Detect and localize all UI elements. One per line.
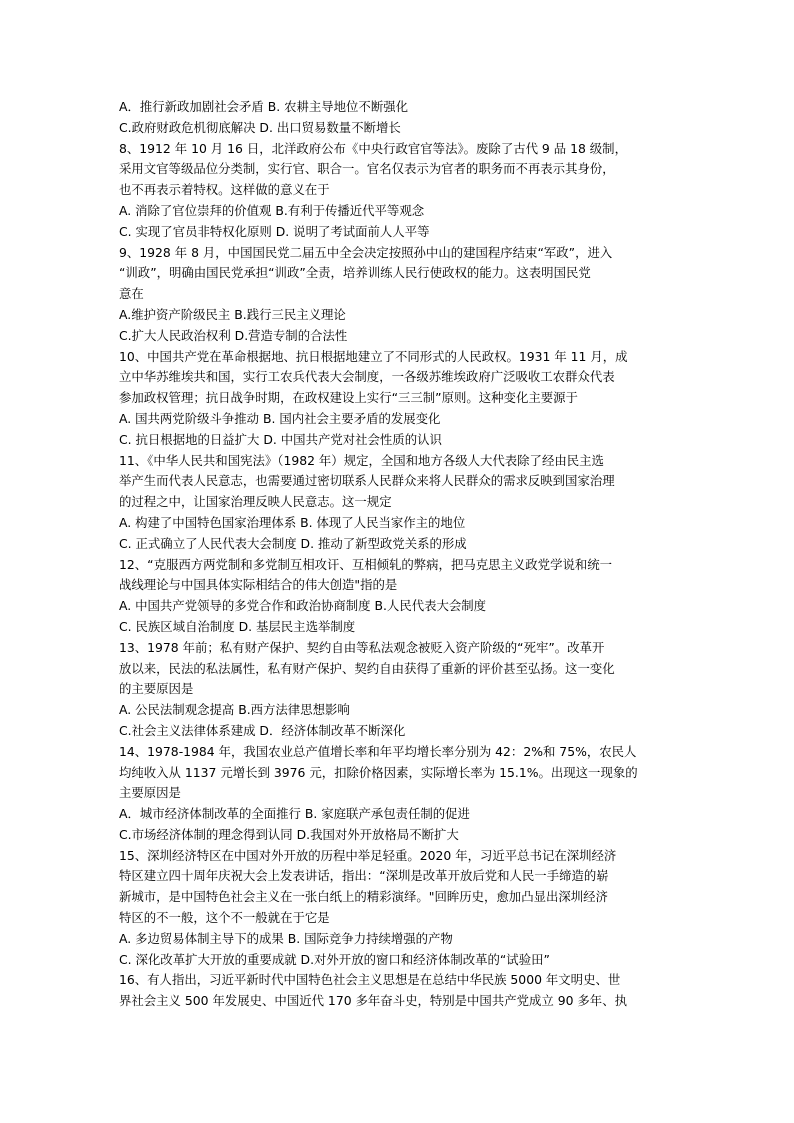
document-page — [119, 97, 679, 1012]
text-line: 新城市，是中国特色社会主义在一张白纸上的精彩演绎。"回眸历史，愈加凸显出深圳经济 — [119, 889, 608, 905]
text-line: 采用文官等级品位分类制，实行官、职合一。官名仅表示为官者的职务而不再表示其身份， — [119, 161, 615, 177]
text-line: A. 国共两党阶级斗争推动 B. 国内社会主要矛盾的发展变化 — [119, 410, 441, 426]
text-line: A.维护资产阶级民主 B.践行三民主义理论 — [119, 306, 346, 322]
text-line: 举产生而代表人民意志，也需要通过密切联系人民群众来将人民群众的需求反映到国家治理 — [119, 473, 615, 489]
text-line: C. 正式确立了人民代表大会制度 D. 推动了新型政党关系的形成 — [119, 535, 467, 551]
text-line: 8、1912 年 10 月 16 日，北洋政府公布《中央行政官官等法》。废除了古代 9 品 18 级制， — [119, 140, 627, 156]
text-line: A. 多边贸易体制主导下的成果 B. 国际竞争力持续增强的产物 — [119, 930, 453, 946]
text-line: 的过程之中，让国家治理反映人民意志。这一规定 — [119, 494, 392, 510]
text-line: 立中华苏维埃共和国，实行工农兵代表大会制度，一各级苏维埃政府广泛吸收工农群众代表 — [119, 369, 615, 385]
text-line: A. 消除了官位崇拜的价值观 B.有利于传播近代平等观念 — [119, 202, 425, 218]
text-line: A．推行新政加剧社会矛盾 B. 农耕主导地位不断强化 — [119, 99, 408, 114]
text-line: A．城市经济体制改革的全面推行 B. 家庭联产承包责任制的促进 — [119, 806, 470, 822]
text-line: C.扩大人民政治权利 D.营造专制的合法性 — [119, 327, 348, 343]
text-line: 13、1978 年前；私有财产保护、契约自由等私法观念被贬入资产阶级的“死牢”。改革开 — [119, 639, 605, 655]
text-line: 战线理论与中国具体实际相结合的伟大创造"指的是 — [119, 577, 398, 593]
text-line: 界社会主义 500 年发展史、中国近代 170 多年奋斗史，特别是中国共产党成立 90 多年、执 — [119, 993, 627, 1009]
text-line: 15、深圳经济特区在中国对外开放的历程中举足轻重。2020 年，习近平总书记在深圳经济 — [119, 847, 617, 863]
text-line: C.市场经济体制的理念得到认同 D.我国对外开放格局不断扩大 — [119, 826, 459, 842]
text-line: A. 构建了中国特色国家治理体系 B. 体现了人民当家作主的地位 — [119, 514, 466, 530]
text-line: 主要原因是 — [119, 785, 181, 801]
text-line: C. 民族区域自治制度 D. 基层民主选举制度 — [119, 618, 356, 634]
text-line: 放以来，民法的私法属性，私有财产保护、契约自由获得了重新的评价甚至弘扬。这一变化 — [119, 660, 615, 676]
text-line: C. 抗日根据地的日益扩大 D. 中国共产党对社会性质的认识 — [119, 431, 442, 447]
text-line: 11、《中华人民共和国宪法》（1982 年）规定，全国和地方各级人大代表除了经由民主选 — [119, 452, 604, 468]
text-line: 12、“克服西方两党制和多党制互相攻讦、互相倾轧的弊病，把马克思主义政党学说和统一 — [119, 556, 613, 572]
text-line: C. 深化改革扩大开放的重要成就 D.对外开放的窗口和经济体制改革的“试验田” — [119, 951, 550, 967]
text-line: 参加政权管理；抗日战争时期，在政权建设上实行“三三制”原则。这种变化主要源于 — [119, 390, 578, 406]
text-line: 的主要原因是 — [119, 681, 194, 697]
text-line: 16、有人指出，习近平新时代中国特色社会主义思想是在总结中华民族 5000 年文明史、世 — [119, 972, 621, 988]
text-line: 特区的不一般，这个不一般就在于它是 — [119, 910, 330, 926]
text-line: 特区建立四十周年庆祝大会上发表讲话，指出：“深圳是改革开放后党和人民一手缔造的崭 — [119, 868, 609, 884]
text-line: C. 实现了官员非特权化原则 D. 说明了考试面前人人平等 — [119, 223, 430, 239]
text-line: 10、中国共产党在革命根据地、抗日根据地建立了不同形式的人民政权。1931 年 11 月，成 — [119, 348, 628, 364]
text-line: C.社会主义法律体系建成 D．经济体制改革不断深化 — [119, 722, 406, 738]
text-line: 均纯收入从 1137 元增长到 3976 元，扣除价格因素，实际增长率为 15.1%。出现这一现象的 — [119, 764, 638, 780]
text-line: 意在 — [119, 286, 144, 302]
text-line: 9、1928 年 8 月，中国国民党二届五中全会决定按照孙中山的建国程序结束“军政”，进入 — [119, 244, 613, 260]
text-line: 14、1978-1984 年，我国农业总产值增长率和年平均增长率分别为 42：2%和 75%，农民人 — [119, 743, 637, 759]
text-line: A. 中国共产党领导的多党合作和政治协商制度 B.人民代表大会制度 — [119, 598, 487, 614]
text-line: “训政”，明确由国民党承担“训政”全责，培养训练人民行使政权的能力。这表明国民党 — [119, 265, 591, 281]
text-line: 也不再表示着特权。这样做的意义在于 — [119, 182, 330, 198]
text-line: A. 公民法制观念提高 B.西方法律思想影响 — [119, 702, 350, 718]
text-line: C.政府财政危机彻底解决 D. 出口贸易数量不断增长 — [119, 119, 401, 135]
